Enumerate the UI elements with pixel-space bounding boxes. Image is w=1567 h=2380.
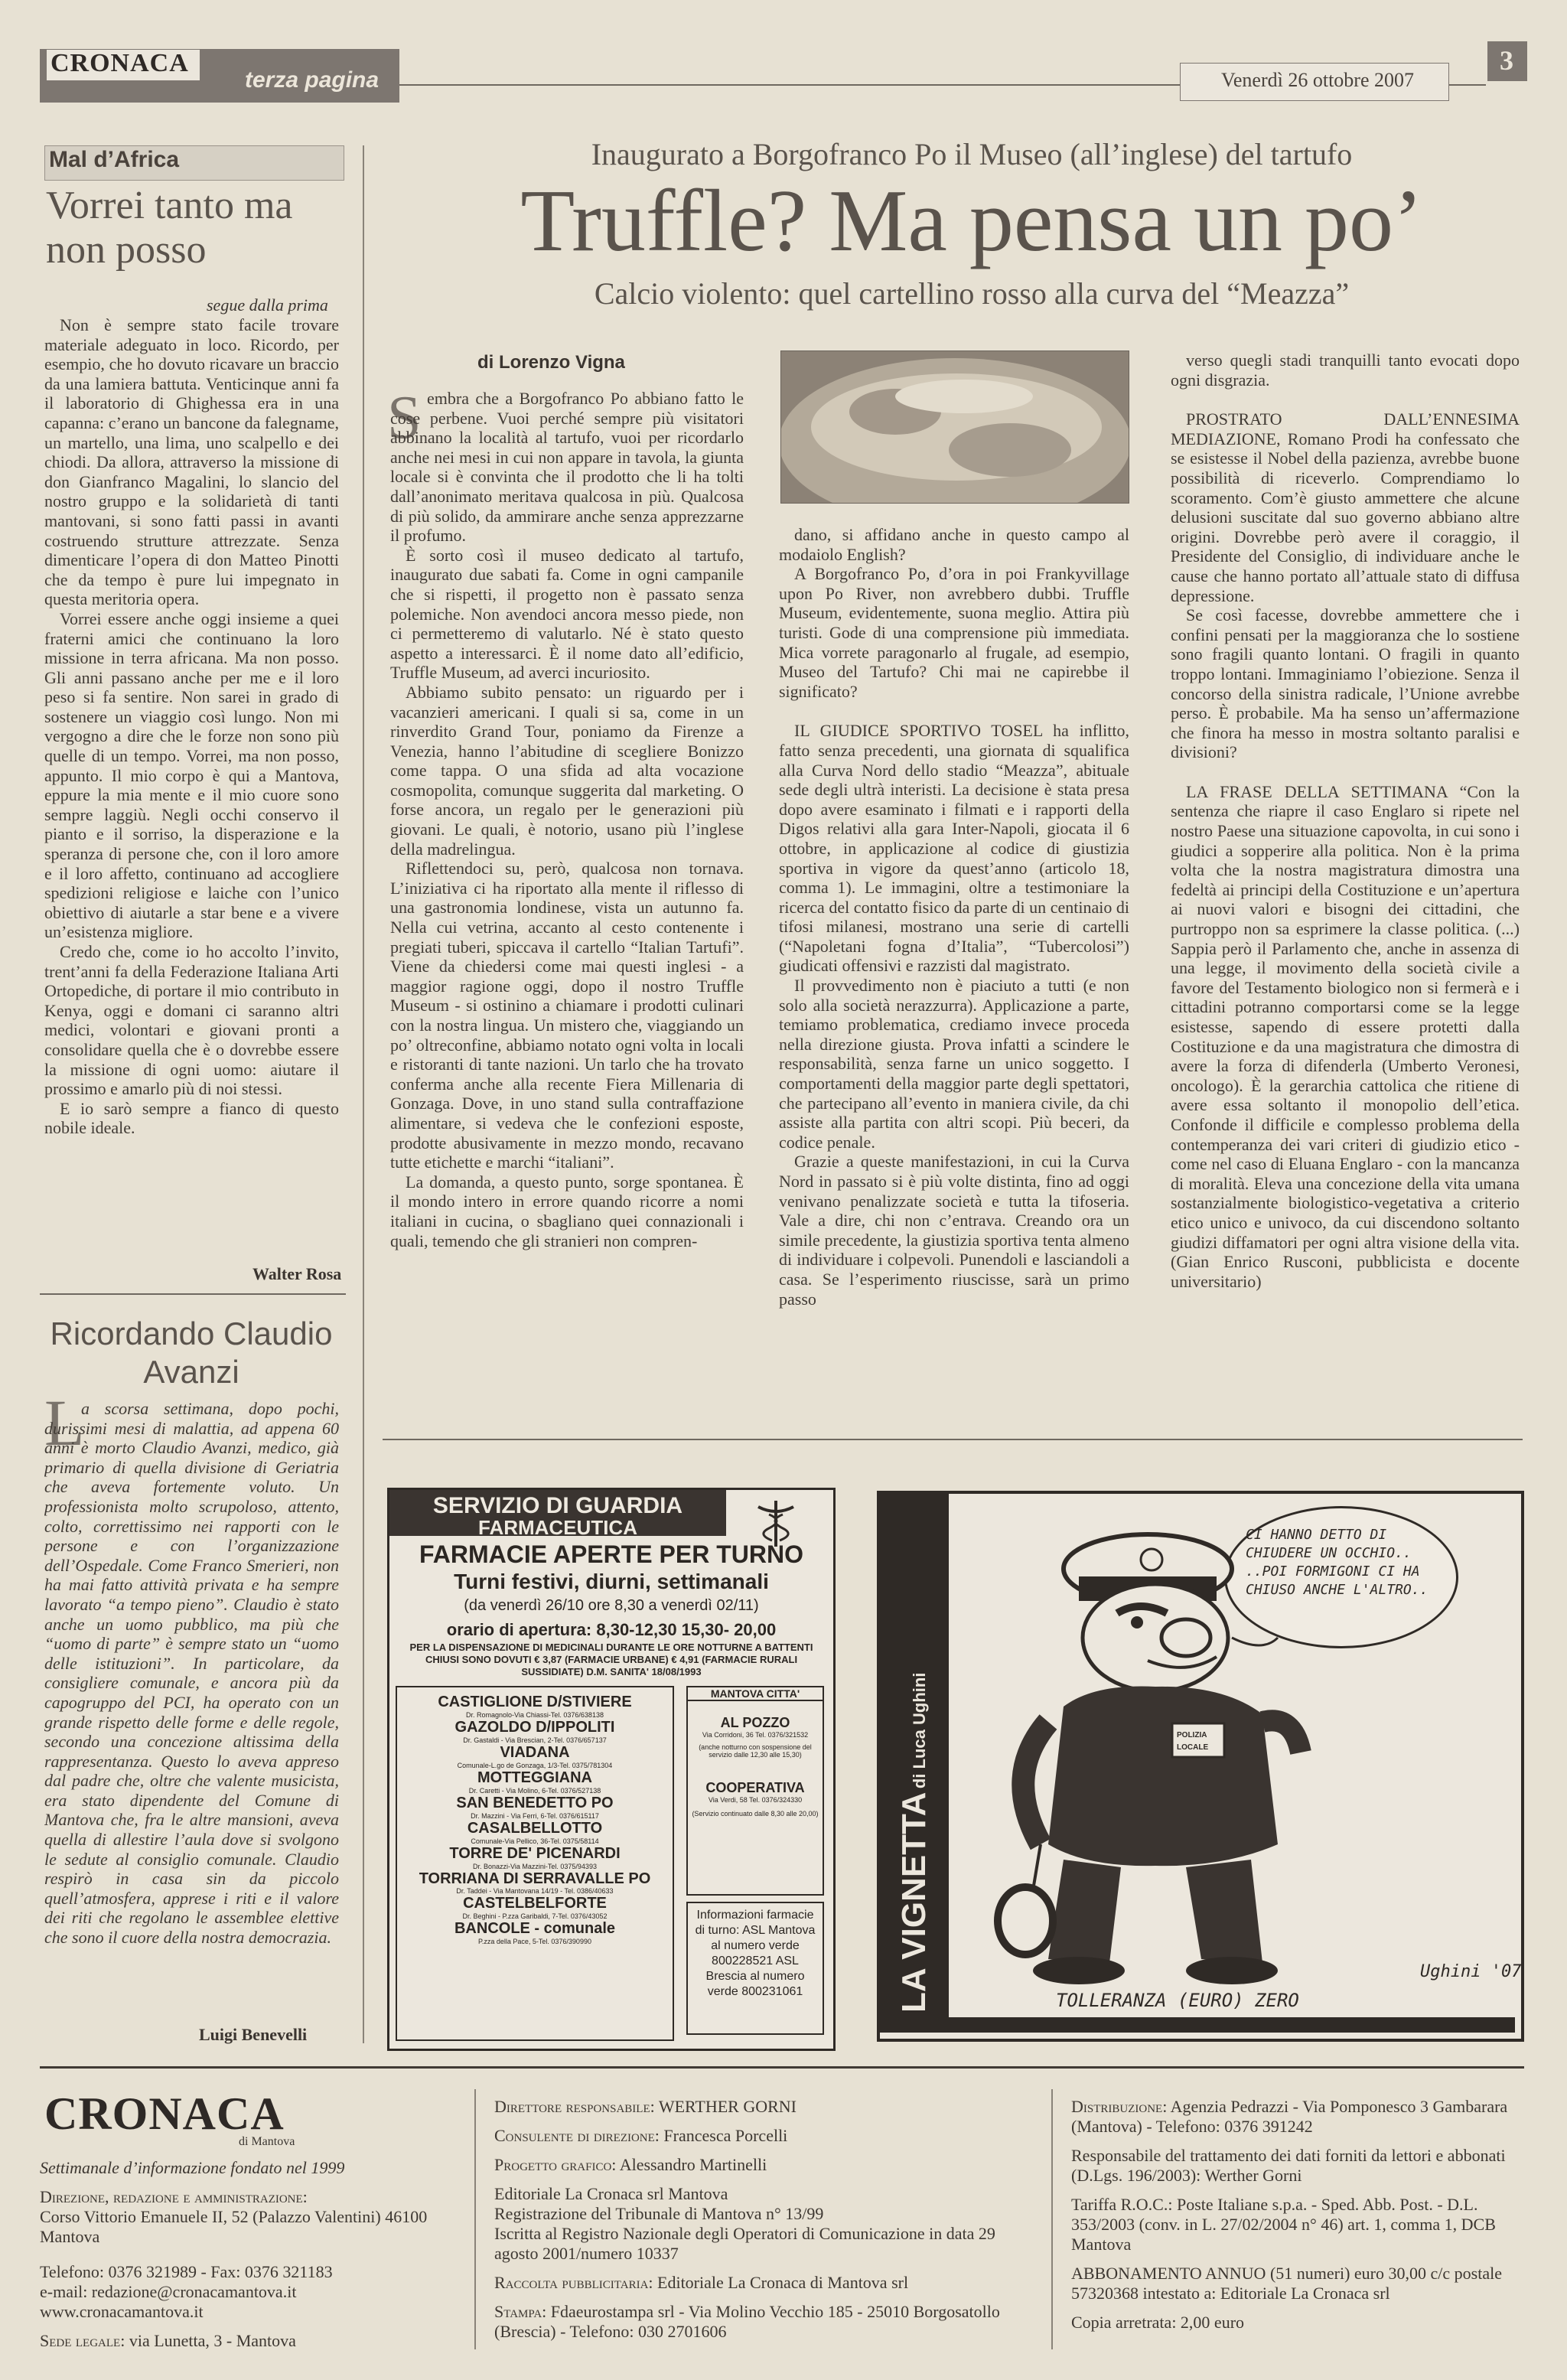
footer-tariff: Tariffa R.O.C.: Poste Italiane s.p.a. - Sped. Abb. Post. - D.L. 353/2003 (conv. in L. 27/02/2004 n° 46) art. 1, comma 1, DCB Mantova xyxy=(1071,2195,1496,2254)
left-title: Vorrei tanto ma non posso xyxy=(46,184,293,272)
city-entry-name: AL POZZO xyxy=(720,1715,790,1730)
pharmacy-entry: CASTELBELFORTE Dr. Beghini - P.zza Garibaldi, 7-Tel. 0376/43052 xyxy=(462,1895,608,1920)
footer-ads: Editoriale La Cronaca di Mantova srl xyxy=(657,2273,909,2292)
paragraph: LA FRASE DELLA SETTIMANA “Con la sentenza che riapre il caso Englaro si ripete nel nostro Paese una situazione capovolta, in cui sono i giudici a sopperire alla politica. Non è la prima volta che la nostra magistratura dimostra una fedeltà ai principi della Costituzione e un’apertura ai nuovi valori e bisogni dei cittadini, che purtroppo non sa esprimere la classe politica. (...) Sappia però il Parlamento che, anche in assenza di una legge, il movimento della società civile a favore del Testamento biologico non si fermerà e i cittadini potranno comportarsi come se la legge esistesse, sapendo di essere protetti dalla Costituzione e da una magistratura che dimostra di avere la forza di difenderla (Umberto Veronesi, oncologo). È la gerarchia cattolica che ritiene di avere essa soltanto il monopolio dell’etica. Confonde il difficile e complesso problema della contemperanza dei vari criteri di giudizio etico - come nel caso di Eluana Englaro - con la mancanza di moralità. Eleva una concezione della vita umana sostanzialmente biologistico-vegetativa a criterio etico unico e univoco, da cui discendono soltanto giudizi diffamatori per ogni altra visione della vita. (Gian Enrico Rusconi, pubblicista e docente universitario) xyxy=(1171,781,1520,1291)
cartoon-label xyxy=(880,1474,949,2036)
footer-phone: Telefono: 0376 321989 - Fax: 0376 321183 xyxy=(40,2262,333,2281)
footer-print: Fdaeurostampa srl - Via Molino Vecchio 185 - 25010 Borgosatollo (Brescia) - Telefono: 030 2701606 xyxy=(494,2302,1000,2341)
left-kicker: Mal d’Africa xyxy=(49,147,180,172)
asl-info-box: Informazioni farmacie di turno: ASL Mantova al numero verde 800228521 ASL Brescia al numero verde 800231061 xyxy=(686,1902,824,2035)
left-separator xyxy=(40,1293,346,1295)
footer-print-line xyxy=(494,2302,1030,2342)
header-logo: CRONACA xyxy=(50,49,189,77)
paragraph: embra che a Borgofranco Po abbiano fatto le cose perbene. Vuoi perché sempre più visitatori abbinano la località al tartufo, vuoi per ricordarlo anche nei mesi in cui non appare in tavola, la giunta locale si è convinta che il prodotto che li ha tolti dall’anonimato meritava qualcosa in più. Qualcosa di più solido, da ammirare anche senza apprezzarne il profumo. xyxy=(390,389,744,546)
pharmacy-notice: PER LA DISPENSAZIONE DI MEDICINALI DURANTE LE ORE NOTTURNE A BATTENTI CHIUSI SONO DOVUTI € 3,87 (FARMACIE URBANE) € 4,91 (FARMACIE RURALI SUSSIDIATE) D.M. SANITA' 18/08/1993 xyxy=(409,1642,813,1677)
pharmacy-ad xyxy=(387,1488,836,2051)
pharmacy-entry: CASTIGLIONE D/STIVIERE Dr. Romagnolo-Via Chiassi-Tel. 0376/638138 xyxy=(438,1694,632,1719)
page-number: 3 xyxy=(1500,45,1513,76)
cartoon-badge-line2: LOCALE xyxy=(1177,1743,1209,1752)
cartoon-speech-text: CI HANNO DETTO DI CHIUDERE UN OCCHIO.. ..POI FORMIGONI CI HA CHIUSO ANCHE L'ALTRO.. xyxy=(1246,1527,1429,1598)
footer-tagline: Settimanale d’informazione fondato nel 1999 xyxy=(40,2158,345,2177)
obituary-dropcap: L xyxy=(44,1386,85,1459)
paragraph: La domanda, a questo punto, sorge spontanea. È il mondo intero in errore quando ricorre a nomi italiani in cucina, o sbagliano quei connazionali i quali, temendo che gli stranieri non compren- xyxy=(390,1172,744,1250)
main-overline: Inaugurato a Borgofranco Po il Museo (all’inglese) del tartufo xyxy=(591,137,1353,171)
footer-distribution-label: Distribuzione: xyxy=(1071,2097,1168,2116)
footer-col-middle xyxy=(494,2097,1030,2342)
province-list xyxy=(396,1686,674,2041)
city-list xyxy=(686,1686,824,1896)
paragraph: È sorto così il museo dedicato al tartufo, inaugurato due sabati fa. Come in ogni campanile che si rispetti, il progetto non è passato senza polemiche. Non avendoci ancora messo piede, non ci permetteremo di valutarlo. Né è stato questo aspetto a interessarci. È il nome dato all’edificio, Truffle Museum, ad averci incuriosito. xyxy=(390,545,744,683)
paragraph: E io sarò sempre a fianco di questo nobile ideale. xyxy=(44,1098,339,1138)
pharmacy-title-2: FARMACEUTICA xyxy=(478,1516,637,1539)
footer-logo: CRONACA xyxy=(44,2088,285,2139)
footer-logo-sub: di Mantova xyxy=(239,2135,295,2148)
province-list-items xyxy=(397,1687,673,1945)
paragraph: Abbiamo subito pensato: un riguardo per i vacanzieri americani. I quali si sa, come in un rinverdito Grand Tour, poniamo da Firenze a Venezia, hanno l’abitudine di scegliere Bonizzo come tappa. O una sfida ad alta vocazione cosmopolita, comunque suggerita dal marketing. O forse ancora, un regalo per le generazioni più giovani. Le quali, è notorio, usano più l’inglese della madrelingua. xyxy=(390,682,744,859)
pharmacy-banner: FARMACIE APERTE PER TURNO xyxy=(419,1540,803,1568)
footer-consultant-line xyxy=(494,2126,1030,2146)
footer-email[interactable]: e-mail: redazione@cronacamantova.it xyxy=(40,2282,297,2301)
city-entry-note: (Servizio continuato dalle 8,30 alle 20,00) xyxy=(692,1810,819,1818)
paragraph: Non è sempre stato facile trovare materiale adeguato in loco. Ricordo, per esempio, che ho dovuto ricavare un braccio da una lamiera battuta. Venticinque anni fa il laboratorio di Ghighessa era in una capanna: c’erano un bancone da falegname, un martello, una lima, uno scalpello e dei chiodi. Da allora, attraverso la missione di don Gianfranco Magalini, lo slancio del nostro gruppo e la solidarietà di tanti mantovani, si sono fatti passi in avanti costruendo strutture attrezzate. Senza dimenticare l’opera di don Matteo Pinotti che da tempo è pure lui impegnato in questa meritoria opera. xyxy=(44,315,339,609)
footer-consultant: Francesca Porcelli xyxy=(663,2126,788,2145)
footer-director-label: Direttore responsabile: xyxy=(494,2097,655,2116)
pharmacy-entry: BANCOLE - comunale P.zza della Pace, 5-Tel. 0376/390990 xyxy=(454,1920,616,1945)
main-bottom-rule xyxy=(383,1439,1523,1440)
pharmacy-entry: TORRE DE' PICENARDI Dr. Bonazzi-Via Mazzini-Tel. 0375/94393 xyxy=(449,1845,621,1870)
pharmacy-entry: SAN BENEDETTO PO Dr. Mazzini - Via Ferri, 6-Tel. 0376/615117 xyxy=(456,1795,614,1820)
pharmacy-entry: GAZOLDO D/IPPOLITI Dr. Gastaldi - Via Brescian, 2-Tel. 0376/657137 xyxy=(454,1719,615,1744)
footer-consultant-label: Consulente di direzione: xyxy=(494,2126,660,2145)
pharmacy-sub: Turni festivi, diurni, settimanali xyxy=(454,1570,769,1593)
pharmacy-entry: TORRIANA DI SERRAVALLE PO Dr. Taddei - Via Mantovana 14/19 - Tel. 0386/40633 xyxy=(419,1870,651,1895)
main-column-2 xyxy=(779,525,1129,1407)
footer-address-label: Direzione, redazione e amministrazione: xyxy=(40,2187,308,2206)
cartoon-label-author: di Luca Ughini xyxy=(910,1672,929,1789)
paragraph: Grazie a queste manifestazioni, in cui la Curva Nord in passato si è più volte distinta, fino ad oggi venivano penalizzate società e tutta la tifoseria. Vale a dire, chi non c’entrava. Creando ora un simile precedente, la giustizia sportiva tenta almeno di individuare i colpevoli. Punendoli e lasciandoli a casa. Se l’esperimento riuscisse, sarà un primo passo xyxy=(779,1152,1129,1309)
footer-ads-line xyxy=(494,2273,1030,2293)
paragraph: verso quegli stadi tranquilli tanto evocati dopo ogni disgrazia. xyxy=(1171,350,1520,390)
footer-rule-1 xyxy=(474,2089,476,2349)
footer-privacy: Responsabile del trattamento dei dati forniti da lettori e abbonati (D.Lgs. 196/2003): Werther Gorni xyxy=(1071,2146,1506,2185)
footer-graphics: Alessandro Martinelli xyxy=(619,2155,767,2174)
city-entry-info: Via Verdi, 58 Tel. 0376/324330 xyxy=(708,1796,803,1804)
pharmacy-title: SERVIZIO DI GUARDIA xyxy=(432,1493,683,1518)
footer-rule-2 xyxy=(1051,2089,1053,2349)
footer-director: WERTHER GORNI xyxy=(658,2097,797,2116)
main-column-1 xyxy=(390,389,744,1407)
footer-distribution-line xyxy=(1071,2097,1523,2137)
footer-legal: via Lunetta, 3 - Mantova xyxy=(129,2331,296,2350)
footer-address-line xyxy=(40,2187,453,2207)
header-section: terza pagina xyxy=(245,67,380,93)
obituary-text: a scorsa settimana, dopo pochi, durissimi mesi di malattia, ad appena 60 anni è morto Claudio Avanzi, medico, già primario di quella divisione di Geriatria che aveva fortemente voluto. Un professionista molto scrupoloso, attento, colto, correttissimo nei rapporti con le persone e con l’organizzazione dell’Ospedale. Come Franco Smerieri, non ha mai fatto attività privata e ha sempre lavorato “a tempo pieno”. Claudio è stato anche un uomo pubblico, ma più che “uomo di parte” è sempre stato un “uomo delle istituzioni”. In particolare, da consigliere comunale, e ancora più da capogruppo del PCI, ha operato con un grande rispetto delle forme e delle regole, secondo una concezione altissima della rappresentanza. Questo lo aveva appreso dal padre che, oltre che valente musicista, era stato dipendente del Comune di Mantova che, fra le altre mansioni, aveva quella di allestire l’aula dove si svolgono le sedute al consiglio comunale. Claudio respirò in casa sin da piccolo quell’atmosfera, apprese i riti e il valore dei riti che regolano le assemblee elettive che sono il cuore della nostra democrazia. xyxy=(44,1399,339,1948)
main-headline: Truffle? Ma pensa un po’ xyxy=(520,172,1423,270)
pharmacy-entry: CASALBELLOTTO Comunale-Via Pellico, 36-Tel. 0375/58114 xyxy=(467,1820,603,1845)
paragraph: Il provvedimento non è piaciuto a tutti (e non solo alla società nerazzurra). Applicazione a parte, temiamo problematica, crediamo invece proceda nella direzione giusta. Prova infatti a scindere le responsabilità, senza farne un unico soggetto. I comportamenti della maggior parte degli spettatori, che partecipano all’evento in maniera civile, da chi assiste alla partita con altri scopi. Più beceri, da codice penale. xyxy=(779,976,1129,1152)
paragraph: Riflettendoci su, però, qualcosa non tornava. L’iniziativa ci ha riportato alla mente il riflesso di una gastronomia londinese, vista un autunno fa. Nella cui vetrina, accanto al cesto contenente i pregiati tuberi, spiccava il cartello “Italian Tartufi”. Viene da chiedersi come mai questi inglesi - a maggior ragione oggi, dopo il nostro Truffle Museum - si ostinino a chiamare i prodotti culinari con la nostra lingua. Un mistero che, viaggiando un po’ oltreconfine, abbiamo notato ogni volta in locali e ristoranti di tante nazioni. Un tarlo che ha trovato conferma anche alla recente Fiera Millenaria di Gonzaga. Dove, in uno stand sulla contraffazione alimentare, si vedeva che le confezioni esposte, prodotte abusivamente in mezzo mondo, recavano tutte etichette e marchi “italiani”. xyxy=(390,859,744,1172)
main-dropcap: S xyxy=(387,384,422,452)
footer-distribution: Agenzia Pedrazzi - Via Pomponesco 3 Gambarara (Mantova) - Telefono: 0376 391242 xyxy=(1071,2097,1508,2136)
footer-subscription: ABBONAMENTO ANNUO (51 numeri) euro 30,00 c/c postale 57320368 intestato a: Editoriale La Cronaca srl xyxy=(1071,2264,1502,2303)
footer-legal-line xyxy=(40,2331,453,2351)
pharmacy-hours: orario di apertura: 8,30-12,30 15,30- 20,00 xyxy=(446,1620,777,1639)
footer-back-issue: Copia arretrata: 2,00 euro xyxy=(1071,2313,1245,2332)
footer-web[interactable]: www.cronacamantova.it xyxy=(40,2302,204,2321)
pharmacy-period: (da venerdì 26/10 ore 8,30 a venerdì 02/11) xyxy=(464,1597,759,1614)
paragraph: Vorrei essere anche oggi insieme a quei fraterni amici che continuano la loro missione in terra africana. Ma non posso. Gli anni passano anche per me e il loro peso si fa sentire. Non sarei in grado di sostenere un viaggio così lungo. Non mi vergogno a dire che le forze non sono più quelle di un tempo. Vorrei, ma non posso, appunto. Il mio corpo è qui a Mantova, eppure la mia mente e il mio cuore sono sempre laggiù. Negli occhi conservo il pianto e il sorriso, la disperazione e la speranza di persone che, con il loro amore e il loro affetto, continuano ad accogliere spedizioni religiose e laiche con l’unico obiettivo di aiutarle a star bene e a vivere un’esistenza migliore. xyxy=(44,608,339,942)
footer-director-line xyxy=(494,2097,1030,2117)
footer-print-label: Stampa: xyxy=(494,2302,547,2321)
main-subhead: Calcio violento: quel cartellino rosso alla curva del “Meazza” xyxy=(594,276,1350,311)
cartoon-badge-line1: POLIZIA xyxy=(1177,1731,1207,1739)
cartoon-bottom-band xyxy=(880,2017,1515,2033)
footer-address: Corso Vittorio Emanuele II, 52 (Palazzo Valentini) 46100 Mantova xyxy=(40,2207,428,2246)
obituary-title: Ricordando Claudio Avanzi xyxy=(50,1316,333,1390)
city-header: MANTOVA CITTA' xyxy=(688,1687,823,1701)
paragraph: dano, si affidano anche in questo campo al modaiolo English? xyxy=(779,525,1129,564)
cartoon-drawing xyxy=(956,1523,1385,1990)
truffle-photo xyxy=(780,350,1129,504)
column-rule-left xyxy=(363,145,364,2043)
city-entry-note: (anche notturno con sospensione del servizio dalle 12,30 alle 15,30) xyxy=(699,1743,812,1759)
main-column-3 xyxy=(1171,350,1520,1407)
paragraph: Se così facesse, dovrebbe ammettere che i confini pensati per la maggioranza che lo sostiene sono fragili quanto lontani. O fragili in quanto troppo lontani. Immaginiamo l’obiezione. Senza il concorso della sinistra radicale, l’Unione avrebbe perso. È probabile. Ma ha senso un’affermazione che finora ha messo in mostra soltanto paralisi e divisioni? xyxy=(1171,605,1520,762)
left-continued: segue dalla prima xyxy=(207,295,328,315)
footer-publisher: Editoriale La Cronaca srl Mantova xyxy=(494,2184,728,2203)
pharmacy-entry: MOTTEGGIANA Dr. Caretti - Via Molino, 6-Tel. 0376/527138 xyxy=(468,1769,601,1795)
footer-roc: Iscritta al Registro Nazionale degli Operatori di Comunicazione in data 29 agosto 2001/numero 10337 xyxy=(494,2224,995,2263)
paragraph: A Borgofranco Po, d’ora in poi Frankyvillage upon Po River, non avrebbero dubbi. Truffle Museum, evidentemente, suona meglio. Attira più turisti. Gode di una comprensione più immediata. Mica vorrete paragonarlo al frugale, ad esempio, Museo del Tartufo? Chi mai ne capirebbe il significato? xyxy=(779,564,1129,701)
obituary-author: Luigi Benevelli xyxy=(199,2025,308,2044)
paragraph: Credo che, come io ho accolto l’invito, trent’anni fa della Federazione Italiana Arti Ortopediche, di portare il mio contributo in Kenya, oggi e domani ci saranno altri medici, volontari e giovani pronti a consolidare quella che è o dovrebbe essere la missione di ogni uomo: aiutare il prossimo e amarlo più di noi stessi. xyxy=(44,942,339,1099)
footer-graphics-label: Progetto grafico: xyxy=(494,2155,617,2174)
footer-ads-label: Raccolta pubblicitaria: xyxy=(494,2273,653,2292)
left-author: Walter Rosa xyxy=(252,1264,342,1283)
paragraph: PROSTRATO DALL’ENNESIMA MEDIAZIONE, Romano Prodi ha confessato che se esistesse il Nobel della pazienza, avrebbe buone possibilità di riceverlo. Comprendiamo lo scoramento. Com’è giusto ammettere che alcune delusioni suscitate dal suo governo abbiano altre origini. Dovrebbe però avere il coraggio, il Presidente del Consiglio, di individuare anche le cause che hanno portato all’attuale stato di diffusa depressione. xyxy=(1171,409,1520,605)
cartoon-signature: Ughini '07 xyxy=(1420,1962,1522,1981)
footer-registration: Registrazione del Tribunale di Mantova n° 13/99 xyxy=(494,2204,824,2223)
city-entry-name: COOPERATIVA xyxy=(705,1780,805,1795)
city-entry-info: Via Corridoni, 36 Tel. 0376/321532 xyxy=(702,1731,809,1739)
obituary-body xyxy=(44,1399,339,2026)
footer-rule xyxy=(40,2066,1524,2069)
footer-graphics-line xyxy=(494,2155,1030,2175)
cartoon-label-title: LA VIGNETTA xyxy=(895,1792,933,2013)
footer-legal-label: Sede legale: xyxy=(40,2331,125,2350)
main-byline: di Lorenzo Vigna xyxy=(477,352,625,373)
header-date: Venerdì 26 ottobre 2007 xyxy=(1221,69,1415,91)
cartoon-caption: TOLLERANZA (EURO) ZERO xyxy=(1056,1990,1299,2011)
paragraph: IL GIUDICE SPORTIVO TOSEL ha inflitto, fatto senza precedenti, una giornata di squalifica alla Curva Nord dello stadio “Meazza”, abituale sede degli ultrà interisti. La decisione è stata presa dopo avere esaminato i filmati e i rapporti della Digos relativi alla gara Inter-Napoli, giocata il 6 ottobre, in applicazione al codice di giustizia sportiva in vigore da quest’anno (articolo 18, comma 1). Le immagini, oltre a testimoniare la ricerca del contatto fisico da parte di un centinaio di tifosi milanesi, mostrano una serie di cartelli (“Napoletani fogna d’Italia”, “Tubercolosi”) giudicati offensivi e razzisti dal magistrato. xyxy=(779,721,1129,976)
left-article-body xyxy=(44,315,339,1264)
footer-col-right xyxy=(1071,2097,1523,2333)
pharmacy-entry: VIADANA Comunale-L.go de Gonzaga, 1/3-Tel. 0375/781304 xyxy=(457,1744,613,1769)
footer-col-left xyxy=(40,2158,453,2351)
